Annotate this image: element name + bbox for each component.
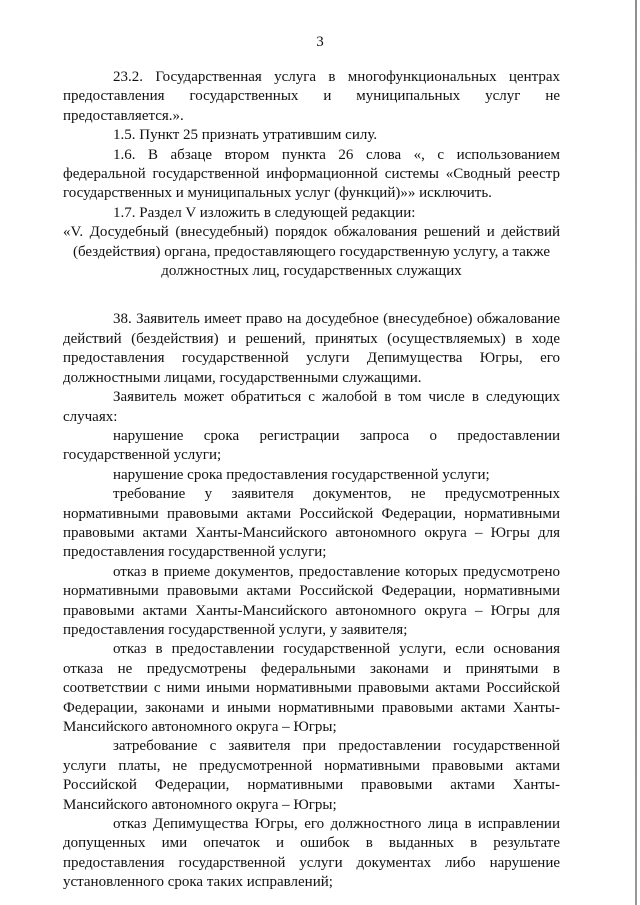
list-item-extra-payment: затребование с заявителя при предоставлении государственной услуги платы, не предусмотренной нормативными правовыми актами Российской Федерации, нормативными правовыми актами Ханты-Мансийского автономного округа – Югры; (63, 738, 560, 813)
document-body (63, 68, 560, 893)
list-item-correction-refusal: отказ Депимущества Югры, его должностного лица в исправлении допущенных ими опечаток и ошибок в выданных в результате предоставления государственной услуги документах либо нарушение установленного срока таких исправлений; (63, 816, 560, 891)
paragraph-1-6: 1.6. В абзаце втором пункта 26 слова «, с использованием федеральной государственной информационной системы «Сводный реестр государственных и муниципальных услуг (функций)»» исключить. (63, 146, 560, 202)
section-heading-line-2: должностных лиц, государственных служащих (161, 263, 462, 280)
page-number: 3 (316, 34, 324, 50)
paragraph-1-5: 1.5. Пункт 25 признать утратившим силу. (113, 127, 378, 144)
paragraph-1-7: 1.7. Раздел V изложить в следующей редакции: (113, 204, 416, 221)
list-item-service-delay: нарушение срока предоставления государственной услуги; (113, 466, 490, 483)
paragraph-complaint-cases: Заявитель может обратиться с жалобой в том числе в следующих случаях: (63, 389, 560, 425)
list-item-document-refusal: отказ в приеме документов, предоставление которых предусмотрено нормативными правовыми актами Российской Федерации, нормативными правовыми актами Ханты-Мансийского автономного округа – Югры для предоставления государственной услуги, у заявителя; (63, 563, 560, 638)
scan-edge-shadow (635, 0, 637, 905)
section-heading-line-1: «V. Досудебный (внесудебный) порядок обжалования решений и действий (бездействия) органа, предоставляющего государственную услугу, а также (63, 224, 560, 260)
paragraph-38: 38. Заявитель имеет право на досудебное (внесудебное) обжалование действий (бездействия) и решений, принятых (осуществляемых) в ходе предоставления государственной услуги Депимущества Югры, его должностными лицами, государственными служащими. (63, 311, 560, 386)
paragraph-23-2: 23.2. Государственная услуга в многофункциональных центрах предоставления государственных и муниципальных услуг не предоставляется.». (63, 69, 560, 124)
section-gap (63, 281, 560, 310)
list-item-extra-documents: требование у заявителя документов, не предусмотренных нормативными правовыми актами Российской Федерации, нормативными правовыми актами Ханты-Мансийского автономного округа – Югры для предоставления государственной услуги; (63, 486, 560, 561)
list-item-registration-delay: нарушение срока регистрации запроса о предоставлении государственной услуги; (63, 427, 560, 464)
list-item-service-refusal: отказ в предоставлении государственной услуги, если основания отказа не предусмотрены федеральными законами и принятыми в соответствии с ними иными нормативными правовыми актами Российской Федерации, законами и иными нормативными правовыми актами Ханты-Мансийского автономного округа – Югры; (63, 641, 560, 735)
